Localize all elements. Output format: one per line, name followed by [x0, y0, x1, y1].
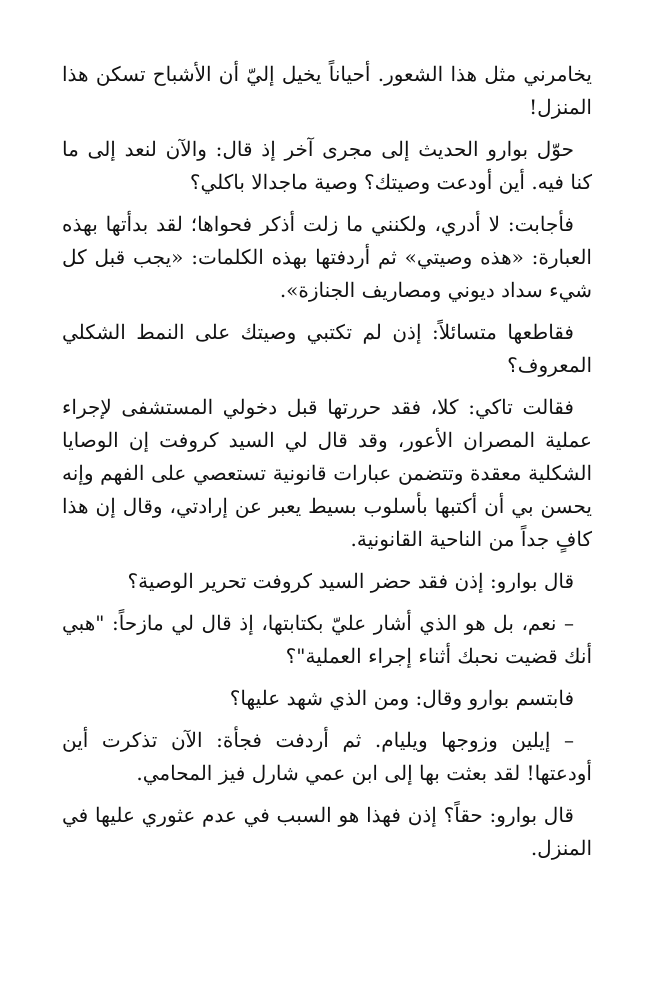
- paragraph-6: قال بوارو: إذن فقد حضر السيد كروفت تحرير الوصية؟: [127, 569, 574, 593]
- paragraph-4: فقاطعها متسائلاً: إذن لم تكتبي وصيتك على النمط الشكلي المعروف؟: [62, 320, 592, 377]
- paragraph-8: فابتسم بوارو وقال: ومن الذي شهد عليها؟: [229, 686, 574, 710]
- paragraph-5: فقالت تاكي: كلا، فقد حررتها قبل دخولي المستشفى لإجراء عملية المصران الأعور، وقد قال لي السيد كروفت إن الوصايا الشكلية معقدة وتتضمن عبارات قانونية تستعصي على الفهم وإنه يحسن بي أن أكتبها بأسلوب بسيط يعبر عن إرادتي، وقال إن هذا كافٍ جداً من الناحية القانونية.: [62, 395, 592, 551]
- paragraph-3: فأجابت: لا أدري، ولكنني ما زلت أذكر فحواها؛ لقد بدأتها بهذه العبارة: «هذه وصيتي» ثم أردفتها بهذه الكلمات: «يجب قبل كل شيء سداد ديوني ومصاريف الجنازة».: [62, 212, 592, 302]
- book-page: [62, 58, 592, 874]
- paragraph-10: قال بوارو: حقاً؟ إذن فهذا هو السبب في عدم عثوري عليها في المنزل.: [62, 803, 592, 860]
- paragraph-7: – نعم، بل هو الذي أشار عليّ بكتابتها، إذ قال لي مازحاً: "هبي أنك قضيت نحبك أثناء إجراء العملية"؟: [62, 611, 592, 668]
- paragraph-1: يخامرني مثل هذا الشعور. أحياناً يخيل إليّ أن الأشباح تسكن هذا المنزل!: [62, 62, 592, 119]
- paragraph-9: – إيلين وزوجها ويليام. ثم أردفت فجأة: الآن تذكرت أين أودعتها! لقد بعثت بها إلى ابن عمي شارل فيز المحامي.: [62, 728, 592, 785]
- paragraph-2: حوّل بوارو الحديث إلى مجرى آخر إذ قال: والآن لنعد إلى ما كنا فيه. أين أودعت وصيتك؟ وصية ماجدالا باكلي؟: [62, 137, 592, 194]
